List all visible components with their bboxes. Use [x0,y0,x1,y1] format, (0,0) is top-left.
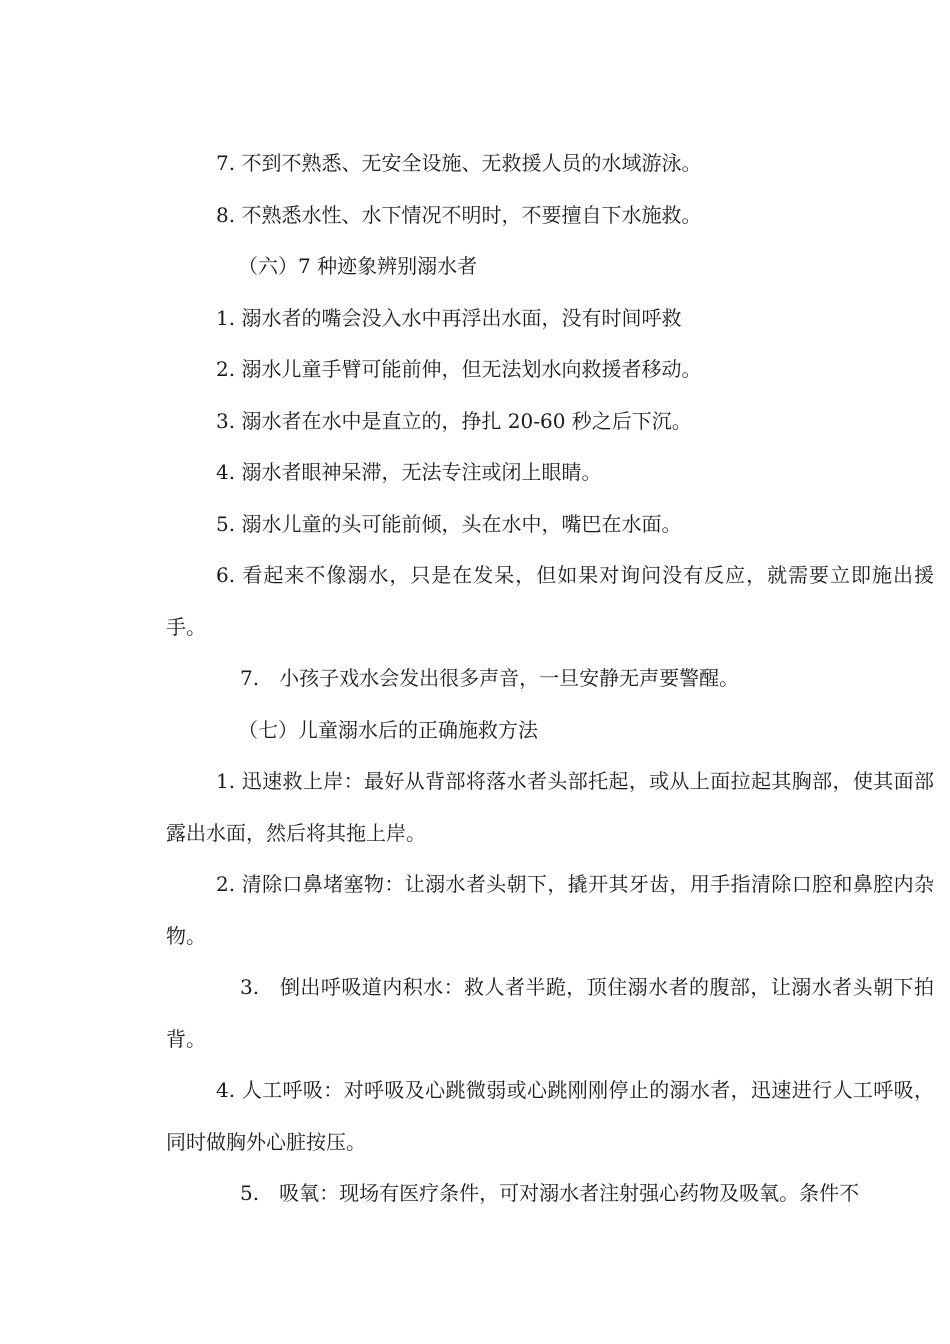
paragraph-sign-5: 5. 溺水儿童的头可能前倾，头在水中，嘴巴在水面。 [216,511,682,536]
paragraph-rescue-2: 2. 清除口鼻堵塞物：让溺水者头朝下，撬开其牙齿，用手指清除口腔和鼻腔内杂物。 [166,872,934,948]
paragraph-safety-8: 8. 不熟悉水性、水下情况不明时，不要擅自下水施救。 [216,202,702,227]
paragraph-rescue-3: 3. 倒出呼吸道内积水：救人者半跪，顶住溺水者的腹部，让溺水者头朝下拍背。 [166,975,934,1051]
paragraph-sign-1: 1. 溺水者的嘴会没入水中再浮出水面，没有时间呼救 [216,305,682,330]
paragraph-rescue-5: 5. 吸氧：现场有医疗条件，可对溺水者注射强心药物及吸氧。条件不 [240,1181,860,1205]
paragraph-rescue-1: 1. 迅速救上岸：最好从背部将落水者头部托起，或从上面拉起其胸部，使其面部露出水面，然后将其拖上岸。 [166,769,934,845]
document-body [166,138,934,1220]
paragraph-sign-4: 4. 溺水者眼神呆滞，无法专注或闭上眼睛。 [216,460,602,484]
paragraph-sign-6: 6. 看起来不像溺水，只是在发呆，但如果对询问没有反应，就需要立即施出援手。 [166,563,934,639]
section-heading-six: （六）7 种迹象辨别溺水者 [238,254,478,278]
paragraph-sign-2: 2. 溺水儿童手臂可能前伸，但无法划水向救援者移动。 [216,357,702,381]
section-heading-seven: （七）儿童溺水后的正确施救方法 [238,717,538,742]
paragraph-sign-3: 3. 溺水者在水中是直立的，挣扎 20-60 秒之后下沉。 [216,408,692,433]
paragraph-rescue-4: 4. 人工呼吸：对呼吸及心跳微弱或心跳刚刚停止的溺水者，迅速进行人工呼吸，同时做胸外心脏按压。 [166,1078,934,1154]
paragraph-safety-7: 7. 不到不熟悉、无安全设施、无救援人员的水域游泳。 [216,151,702,175]
paragraph-sign-7: 7. 小孩子戏水会发出很多声音，一旦安静无声要警醒。 [240,666,740,690]
